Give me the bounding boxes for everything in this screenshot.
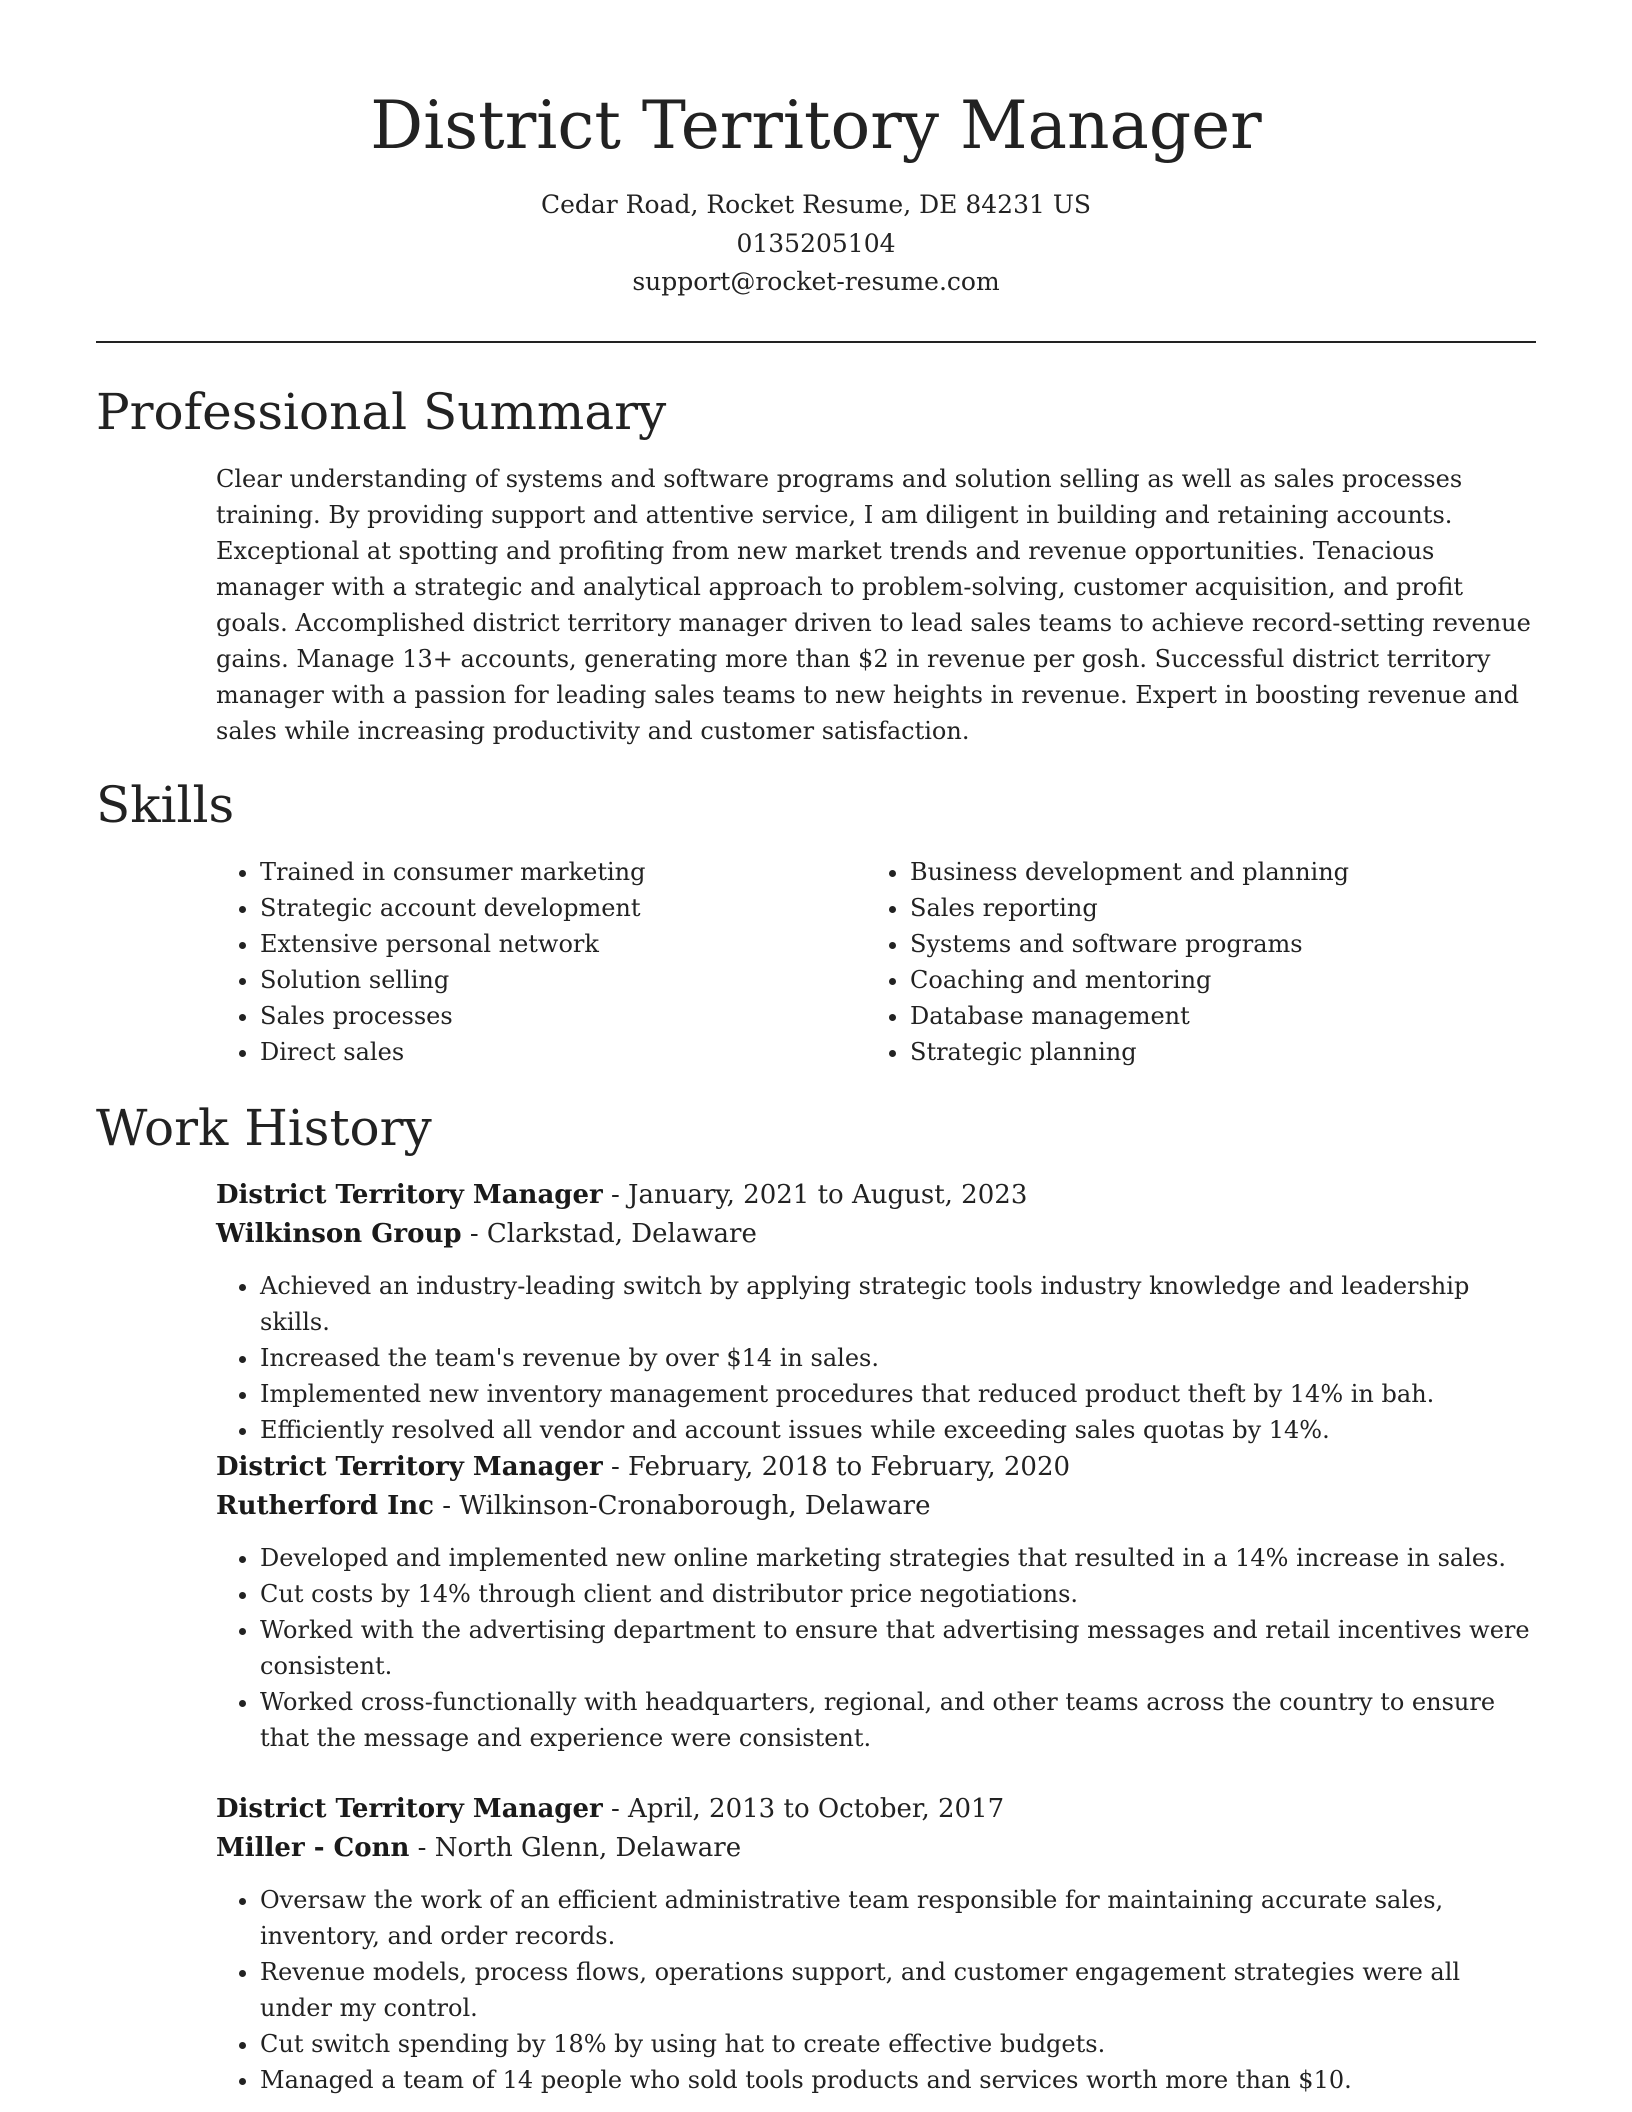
job-company: Rutherford Inc (216, 1491, 435, 1521)
skill-item: • Trained in consumer marketing (260, 854, 860, 890)
job-bullet: • Worked cross-functionally with headquarters, regional, and other teams across the country to ensure that the message and experience were consistent. (260, 1684, 1536, 1756)
skill-item: • Direct sales (260, 1034, 860, 1070)
work-history-heading: Work History (96, 1099, 432, 1157)
job-bullet: • Implemented new inventory management procedures that reduced product theft by 14% in bah. (260, 1376, 1536, 1412)
skill-item: • Solution selling (260, 962, 860, 998)
job-bullet: • Worked with the advertising department to ensure that advertising messages and retail incentives were consistent. (260, 1612, 1536, 1684)
skill-item: • Strategic planning (910, 1034, 1550, 1070)
contact-block (0, 186, 1632, 302)
job-location: - North Glenn, Delaware (409, 1833, 742, 1863)
job-entry (216, 1448, 1536, 1756)
skills-list-right (866, 854, 1550, 1070)
job-bullet: • Efficiently resolved all vendor and account issues while exceeding sales quotas by 14%. (260, 1412, 1536, 1448)
job-bullet: • Achieved an industry-leading switch by applying strategic tools industry knowledge and leadership skills. (260, 1268, 1536, 1340)
job-title-line (216, 1790, 1536, 1829)
summary-heading: Professional Summary (96, 383, 667, 441)
header-divider (96, 341, 1536, 343)
job-bullets (216, 1882, 1536, 2098)
job-bullet: • Managed a team of 14 people who sold tools products and services worth more than $10. (260, 2062, 1536, 2098)
job-entry (216, 1790, 1536, 2098)
skill-item: • Coaching and mentoring (910, 962, 1550, 998)
contact-phone: 0135205104 (736, 228, 896, 258)
job-title: District Territory Manager (216, 1452, 603, 1482)
contact-address: Cedar Road, Rocket Resume, DE 84231 US (540, 190, 1092, 219)
job-company: Miller - Conn (216, 1833, 410, 1863)
job-title-line (216, 1176, 1536, 1215)
job-dates: - April, 2013 to October, 2017 (602, 1794, 1005, 1824)
skill-item: • Business development and planning (910, 854, 1550, 890)
skill-item: • Extensive personal network (260, 926, 860, 962)
job-bullet: • Developed and implemented new online marketing strategies that resulted in a 14% increase in sales. (260, 1540, 1536, 1576)
skill-item: • Sales processes (260, 998, 860, 1034)
job-location: - Clarkstad, Delaware (461, 1219, 757, 1249)
job-entry (216, 1176, 1536, 1448)
job-company-line (216, 1487, 1536, 1526)
job-bullets (216, 1540, 1536, 1756)
skill-item: • Database management (910, 998, 1550, 1034)
job-dates: - February, 2018 to February, 2020 (602, 1452, 1071, 1482)
job-bullet: • Increased the team's revenue by over $14 in sales. (260, 1340, 1536, 1376)
skills-list-left (216, 854, 860, 1070)
job-company-line (216, 1829, 1536, 1868)
job-title-line (216, 1448, 1536, 1487)
contact-email: support@rocket-resume.com (632, 267, 1000, 296)
candidate-name: District Territory Manager (370, 87, 1262, 164)
job-title: District Territory Manager (216, 1794, 603, 1824)
skill-item: • Sales reporting (910, 890, 1550, 926)
resume-header (0, 84, 1632, 302)
job-bullet: • Cut costs by 14% through client and distributor price negotiations. (260, 1576, 1536, 1612)
job-bullet: • Oversaw the work of an efficient administrative team responsible for maintaining accurate sales, inventory, and order records. (260, 1882, 1536, 1954)
job-company-line (216, 1215, 1536, 1254)
job-dates: - January, 2021 to August, 2023 (602, 1180, 1028, 1210)
job-title: District Territory Manager (216, 1180, 603, 1210)
skill-item: • Strategic account development (260, 890, 860, 926)
job-company: Wilkinson Group (216, 1219, 462, 1249)
job-bullets (216, 1268, 1536, 1448)
summary-text: Clear understanding of systems and software programs and solution selling as well as sales processes training. By providing support and attentive service, I am diligent in building and retaining accounts. Exceptional at spotting and profiting from new market trends and revenue opportunities. Tenacious manager with a strategic and analytical approach to problem-solving, customer acquisition, and profit goals. Accomplished district territory manager driven to lead sales teams to achieve record-setting revenue gains. Manage 13+ accounts, generating more than $2 in revenue per gosh. Successful district territory manager with a passion for leading sales teams to new heights in revenue. Expert in boosting revenue and sales while increasing productivity and customer satisfaction. (216, 465, 1531, 745)
job-bullet: • Cut switch spending by 18% by using hat to create effective budgets. (260, 2026, 1536, 2062)
job-bullet: • Revenue models, process flows, operations support, and customer engagement strategies were all under my control. (260, 1954, 1536, 2026)
job-location: - Wilkinson-Cronaborough, Delaware (434, 1491, 931, 1521)
skill-item: • Systems and software programs (910, 926, 1550, 962)
skills-heading: Skills (96, 776, 235, 834)
